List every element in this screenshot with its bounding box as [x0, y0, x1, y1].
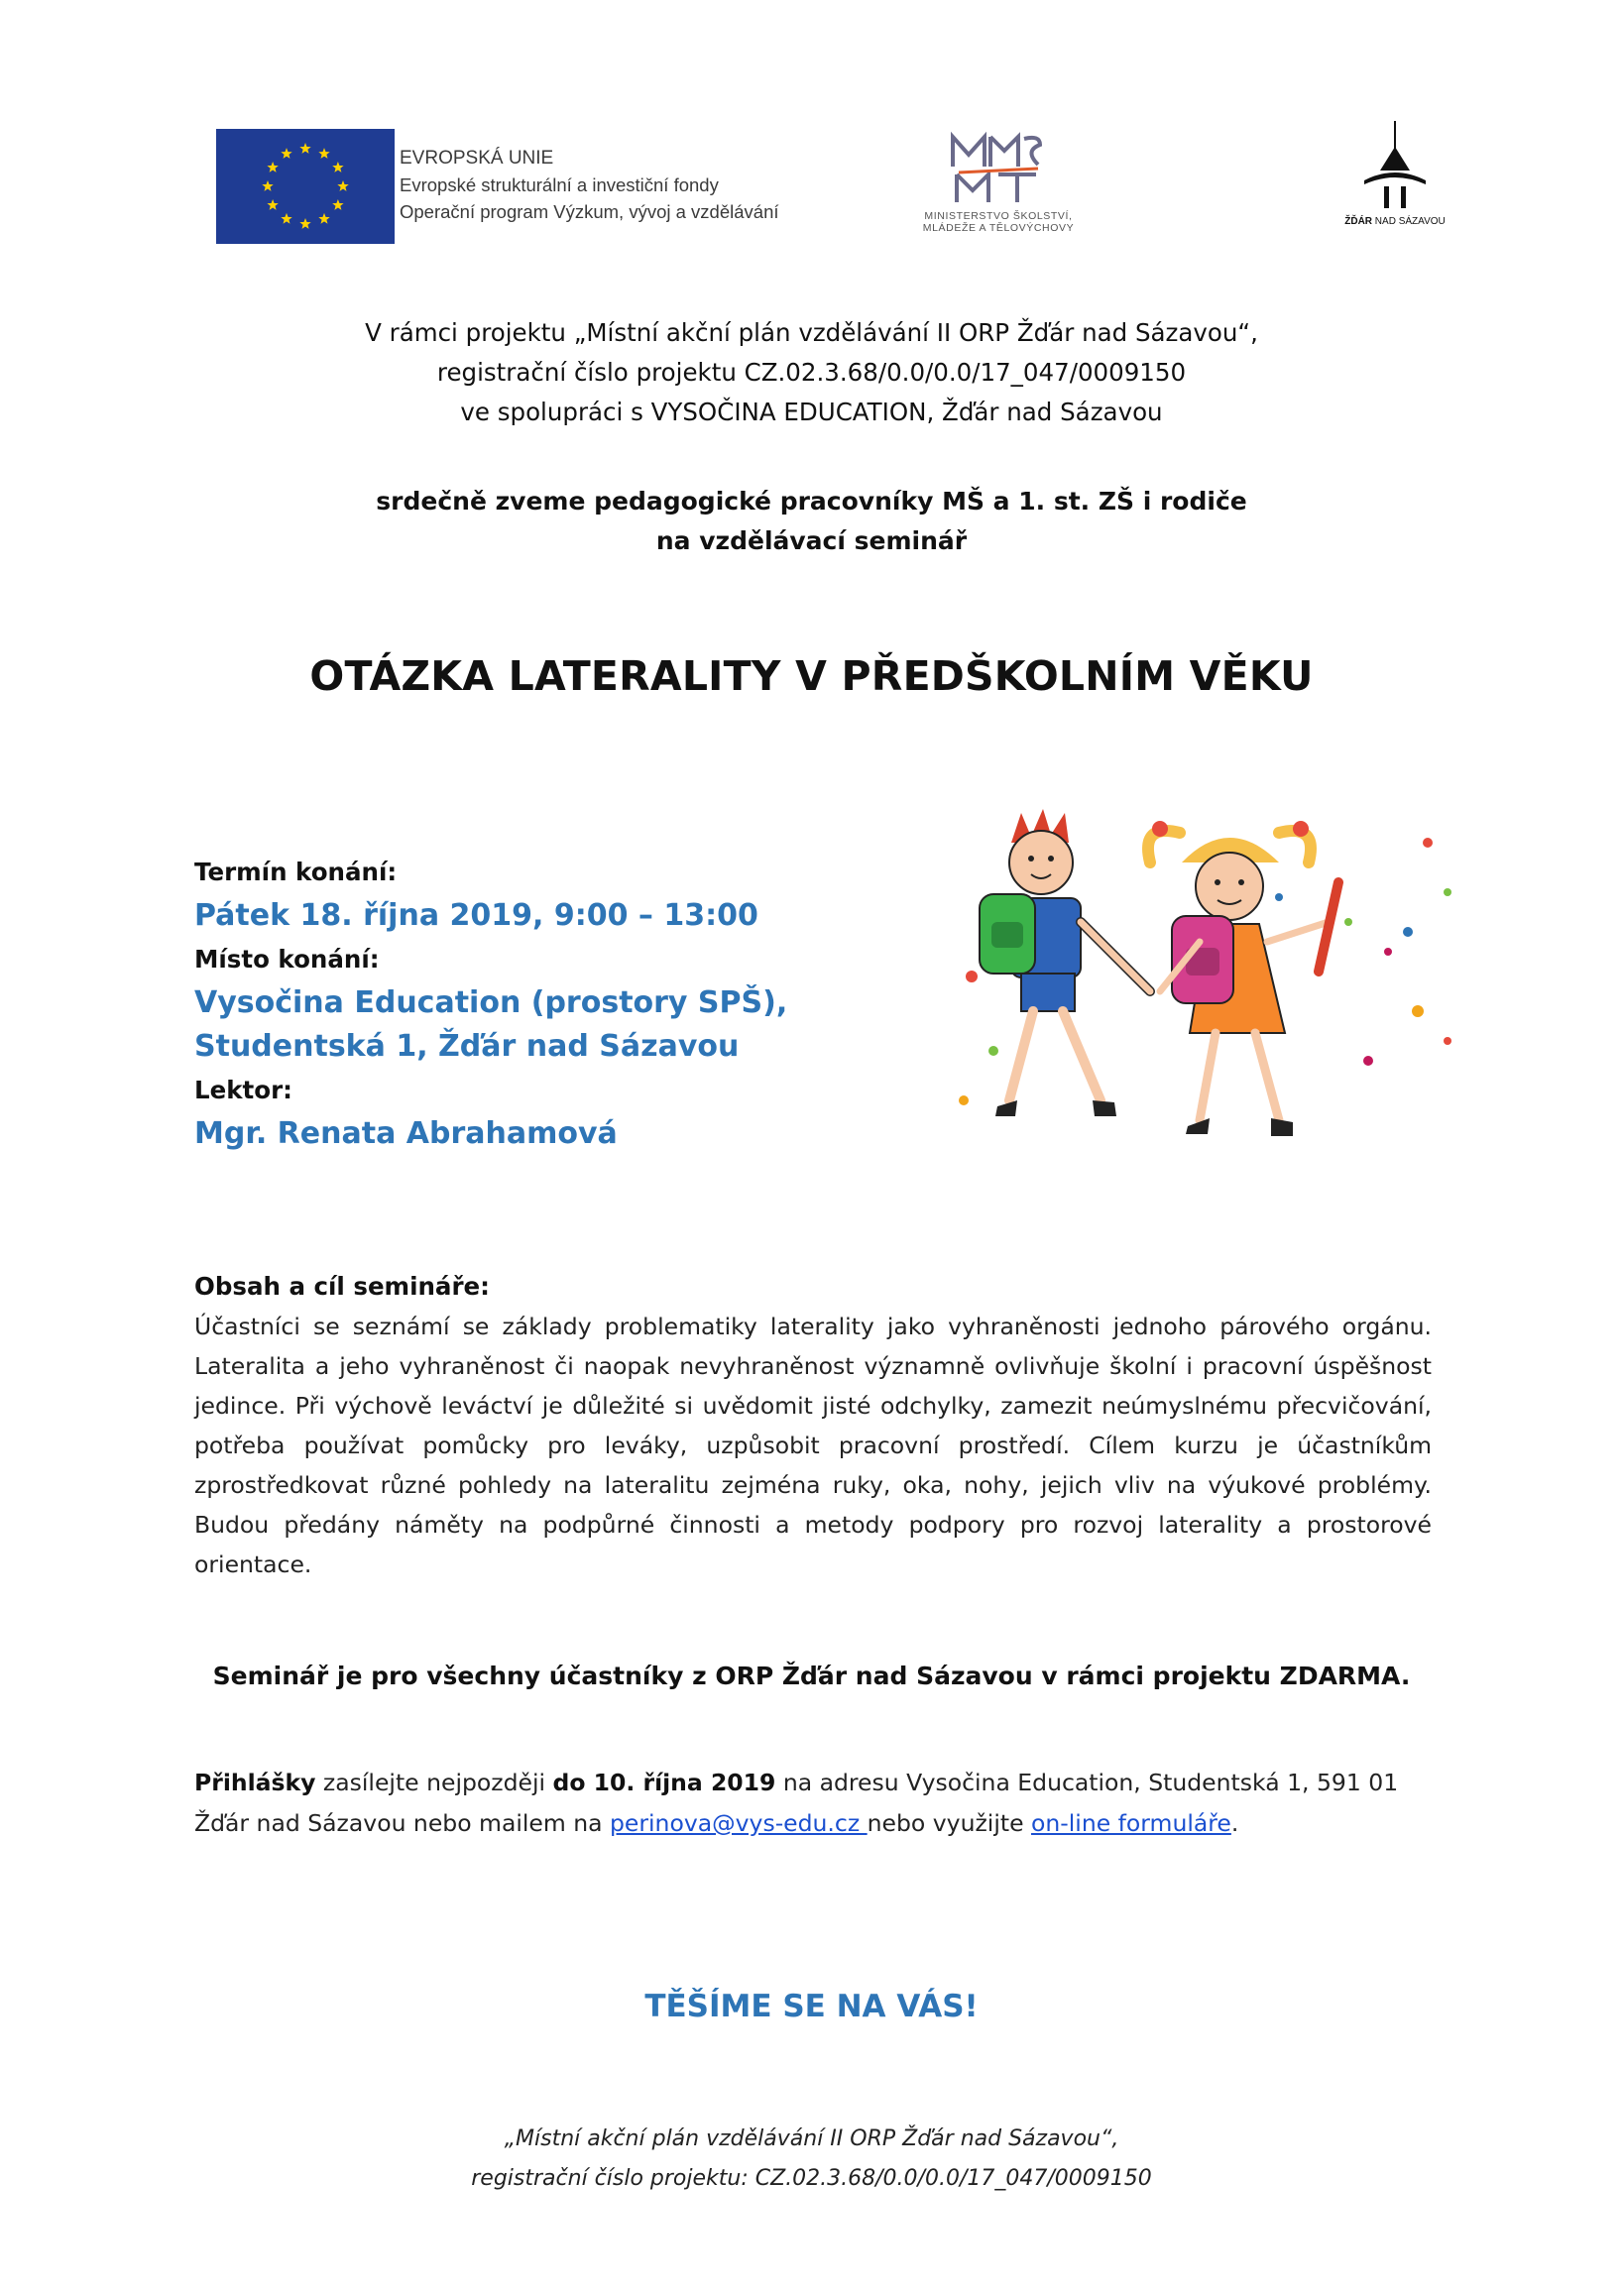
content-text: Účastníci se seznámí se základy problematiky laterality jako vyhraněnosti jednoho párového orgánu. Lateralita a jeho vyhraněnost či naopak nevyhraněnost významně ovlivňuje školní i pracovní úspěšnost jedince. Při výchově leváctví je důležité si uvědomit jisté odchylky, zamezit neúmyslnému přecvičování, potřeba používat pomůcky pro leváky, uzpůsobit pracovní prostředí. Cílem kurzu je účastníkům zprostředkovat různé pohledy na lateralitu zejména ruky, oka, nohy, jejich vliv na výukové problémy. Budou předány náměty na podpůrné činnosti a metody podpory pro rozvoj laterality a prostorové orientace. — [194, 1313, 1432, 1578]
email-link[interactable]: perinova@vys-edu.cz — [609, 1809, 868, 1837]
msmt-emblem-icon — [929, 131, 1068, 206]
free-note: Seminář je pro všechny účastníky z ORP Žďár nad Sázavou v rámci projektu ZDARMA. — [212, 1662, 1411, 1690]
msmt-logo — [885, 131, 1111, 242]
city-logo-text: ŽĎÁR NAD SÁZAVOU — [1344, 216, 1446, 227]
apply-line-1: Přihlášky zasílejte nejpozději do 10. října 2019 na adresu Vysočina Education, Studentská 1, 591 01 — [194, 1769, 1399, 1796]
city-logo — [1336, 119, 1453, 230]
apply-line-2: Žďár nad Sázavou nebo mailem na perinova@vys-edu.cz nebo využijte on-line formuláře. — [194, 1809, 1239, 1837]
apply-bold-1: Přihlášky — [194, 1769, 316, 1796]
children-walking-icon — [952, 803, 1467, 1156]
eu-stars-icon — [216, 129, 395, 244]
eu-flag-logo — [216, 129, 395, 244]
children-illustration — [952, 803, 1467, 1156]
date-label: Termín konání: — [194, 858, 398, 886]
seminar-content — [194, 1267, 1432, 1584]
date-value: Pátek 18. října 2019, 9:00 – 13:00 — [194, 898, 758, 933]
closing-text: TĚŠÍME SE NA VÁS! — [644, 1989, 979, 2024]
lecturer-value: Mgr. Renata Abrahamová — [194, 1116, 618, 1151]
msmt-line-2: MLÁDEŽE A TĚLOVÝCHOVY — [922, 222, 1075, 234]
intro-line-2: registrační číslo projektu CZ.02.3.68/0.0/0.0/17_047/0009150 — [436, 358, 1187, 387]
eu-line-1: EVROPSKÁ UNIE — [400, 148, 554, 169]
msmt-line-1: MINISTERSTVO ŠKOLSTVÍ, — [924, 210, 1073, 222]
apply-deadline: do 10. října 2019 — [552, 1769, 776, 1796]
place-value-line-1: Vysočina Education (prostory SPŠ), — [194, 985, 788, 1020]
event-details — [194, 851, 787, 1156]
eu-line-2: Evropské strukturální a investiční fondy — [400, 174, 719, 195]
lecturer-label: Lektor: — [194, 1076, 292, 1104]
invite-line-1: srdečně zveme pedagogické pracovníky MŠ a 1. st. ZŠ i rodiče — [376, 487, 1247, 516]
intro-line-1: V rámci projektu „Místní akční plán vzdělávání II ORP Žďár nad Sázavou“, — [365, 318, 1258, 347]
footer-line-1: „Místní akční plán vzdělávání II ORP Žďár nad Sázavou“, — [504, 2126, 1119, 2151]
intro-line-3: ve spolupráci s VYSOČINA EDUCATION, Žďár nad Sázavou — [460, 398, 1163, 426]
place-value-line-2: Studentská 1, Žďár nad Sázavou — [194, 1029, 740, 1064]
place-label: Místo konání: — [194, 945, 380, 974]
invite-line-2: na vzdělávací seminář — [655, 526, 968, 555]
eu-logo-text — [400, 145, 779, 225]
church-icon — [1360, 119, 1430, 210]
eu-line-3: Operační program Výzkum, vývoj a vzdělávání — [400, 201, 779, 222]
online-form-link[interactable]: on-line formuláře — [1031, 1809, 1231, 1837]
footer — [0, 2120, 1623, 2199]
seminar-title: OTÁZKA LATERALITY V PŘEDŠKOLNÍM VĚKU — [309, 652, 1314, 700]
application-info — [194, 1763, 1444, 1844]
footer-line-2: registrační číslo projektu: CZ.02.3.68/0.0/0.0/17_047/0009150 — [471, 2166, 1152, 2191]
invitation — [0, 482, 1623, 561]
content-label: Obsah a cíl semináře: — [194, 1272, 490, 1301]
project-intro — [0, 313, 1623, 432]
